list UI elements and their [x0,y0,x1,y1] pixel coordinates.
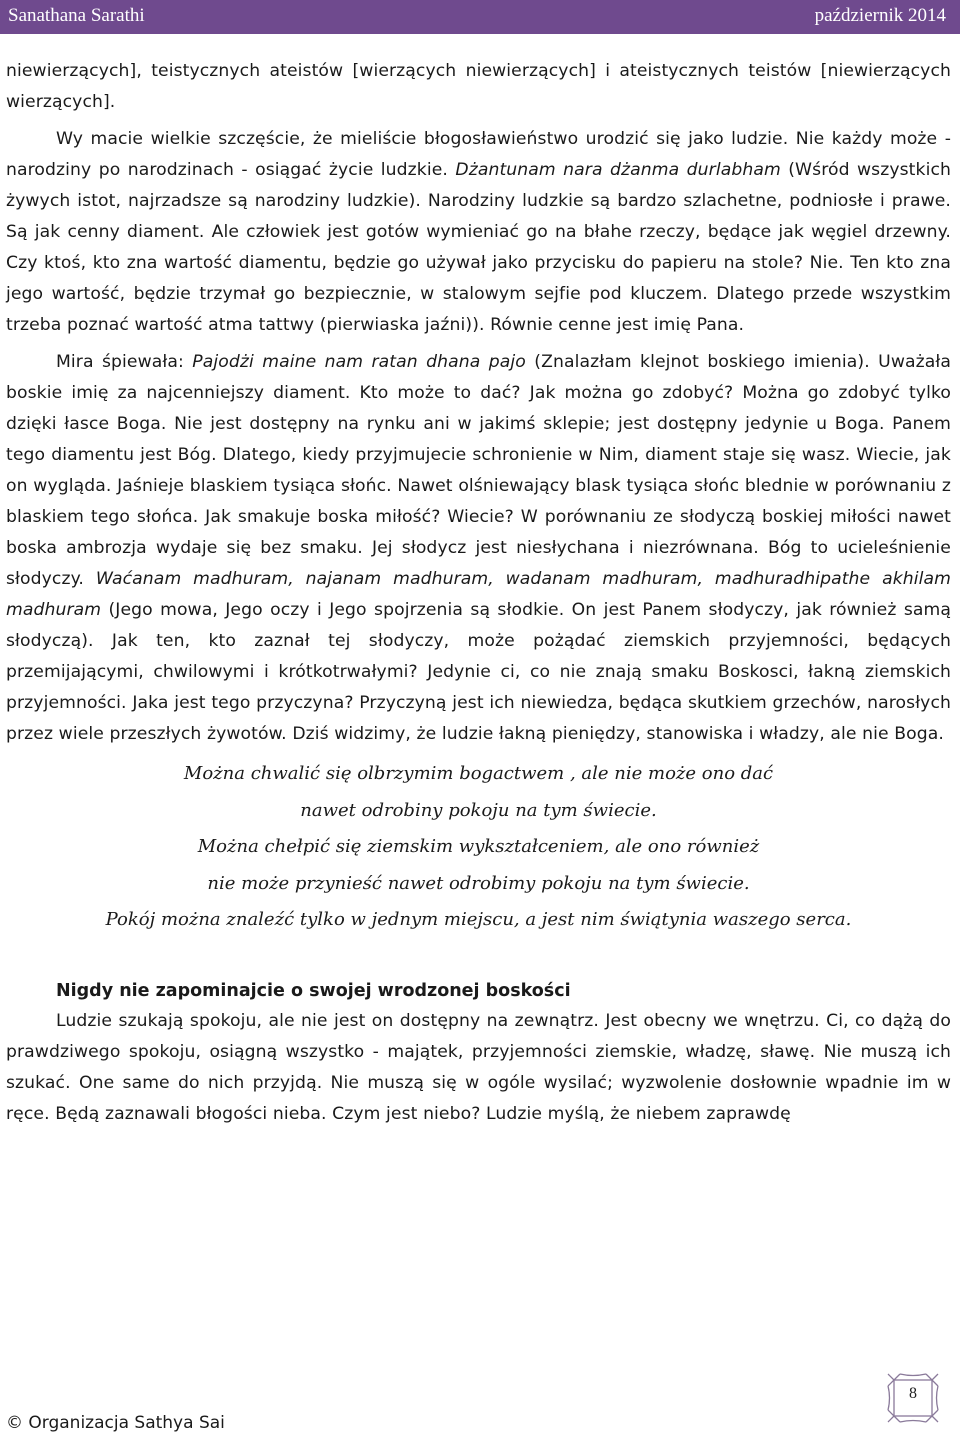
issue-date: październik 2014 [814,5,946,26]
poem-line: Można chełpić się ziemskim wykształceniem, ale ono również [197,836,760,857]
poem-line: nawet odrobiny pokoju na tym świecie. [300,799,657,821]
sanskrit-quote: Dżantunam nara dżanma durlabham [455,160,781,180]
poem [6,756,951,939]
paragraph-3: Mira śpiewała: Pajodżi maine nam ratan dhana pajo (Znalazłam klejnot boskiego imienia). Uważała boskie imię za najcenniejszy diament. Kto może to dać? Jak można go zdobyć? Można go zdobyć tylko dzięki łasce Boga. Nie jest dostępny na rynku ani w jakimś sklepie; jest dostępny jedynie u Boga. Panem tego diamentu jest Bóg. Dlatego, kiedy przyjmujecie schronienie w Nim, diament staje się wasz. Wiecie, jak on wygląda. Jaśnieje blaskiem tysiąca słońc. Nawet olśniewający blask tysiąca słońc blednie w porównaniu z blaskiem tego słońca. Jak smakuje boska miłość? Wiecie? W porównaniu ze słodyczą boskiej miłości nawet boska ambrozja wydaje się bez smaku. Jej słodycz jest niesłychana i niezrównana. Bóg to ucieleśnienie słodyczy. Waćanam madhuram, najanam madhuram, wadanam madhuram, madhuradhipathe akhilam madhuram (Jego mowa, Jego oczy i Jego spojrzenia są słodkie. On jest Panem słodyczy, jak również samą słodyczą). Jak ten, kto zaznał tej słodyczy, może pożądać ziemskich przyjemności, będących przemijającymi, chwilowymi i krótkotrwałymi? Jedynie ci, co nie znają smaku Boskosci, łakną ziemskich przyjemności. Jaka jest tego przyczyna? Przyczyną jest ich niewiedza, będąca skutkiem grzechów, narosłych przez wiele przeszłych żywotów. Dziś widzimy, że ludzie łakną pieniędzy, stanowiska i władzy, ale nie Boga. [6,352,951,744]
publication-title: Sanathana Sarathi [8,5,145,26]
poem-line: Pokój można znaleźć tylko w jednym miejscu, a jest nim świątynia waszego serca. [105,909,852,930]
copyright-notice: © Organizacja Sathya Sai [6,1413,225,1433]
paragraph-2: Wy macie wielkie szczęście, że mieliście błogosławieństwo urodzić się jako ludzie. Nie każdy może - narodziny po narodzinach - osiągać życie ludzkie. Dżantunam nara dżanma durlabham (Wśród wszystkich żywych istot, najrzadsze są narodziny ludzkie). Narodziny ludzkie są bardzo szlachetne, podniosłe i prawe. Są jak cenny diament. Ale człowiek jest gotów wymieniać go na błahe rzeczy, będące jak węgiel drzewny. Czy ktoś, kto zna wartość diamentu, będzie go używał jako przycisku do papieru na stole? Nie. Ten kto zna jego wartość, będzie trzymał go bezpiecznie, w stalowym sejfie pod kluczem. Dlatego przede wszystkim trzeba poznać wartość atma tattwy (pierwiaska jaźni)). Równie cenne jest imię Pana. [6,129,951,335]
section-heading: Nigdy nie zapominajcie o swojej wrodzonej boskości [56,980,571,1001]
page-number: 8 [909,1385,917,1402]
paragraph-4: Ludzie szukają spokoju, ale nie jest on dostępny na zewnątrz. Jest obecny we wnętrzu. Ci, co dążą do prawdziwego spokoju, osiągną wszystko - majątek, przyjemności ziemskie, władzę, sławę. Nie muszą ich szukać. One same do nich przyjdą. Nie muszą się w ogóle wysilać; wyzwolenie dosłownie wpadnie im w ręce. Będą zaznawali błogości nieba. Czym jest niebo? Ludzie myślą, że niebem zaprawdę [6,1010,951,1124]
page-header [0,0,960,34]
page-number-badge [886,1372,940,1424]
sanskrit-verse: Waćanam madhuram, najanam madhuram, wadanam madhuram, madhuradhipathe akhilam madhuram [6,569,951,620]
mira-quote: Pajodżi maine nam ratan dhana pajo [192,352,526,372]
paragraph-1: niewierzących], teistycznych ateistów [wierzących niewierzących] i ateistycznych teistów [niewierzących wierzących]. [6,61,951,112]
article-body [6,56,951,1130]
poem-line: Można chwalić się olbrzymim bogactwem , ale nie może ono dać [183,763,774,784]
poem-line: nie może przynieść nawet odrobimy pokoju na tym świecie. [207,872,750,894]
